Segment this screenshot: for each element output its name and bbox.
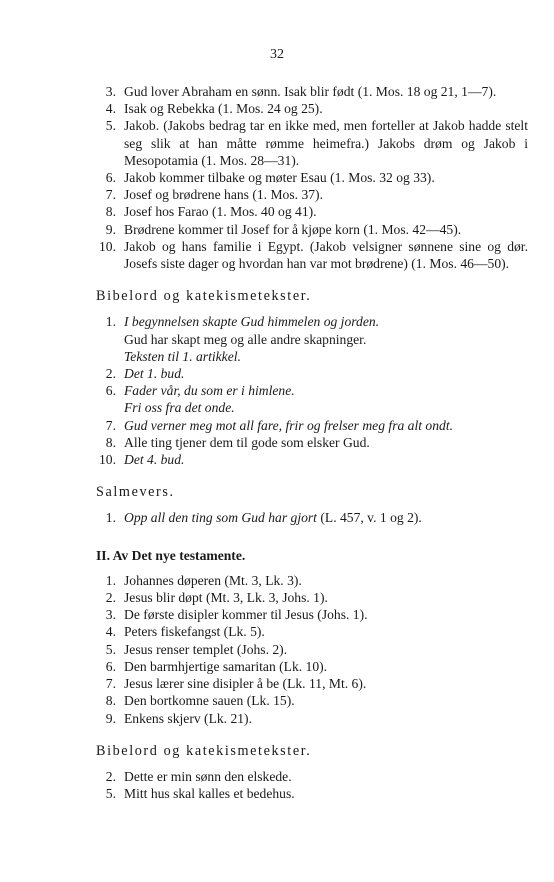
section-heading-salmevers: Salmevers. — [96, 484, 175, 501]
old-testament-list — [96, 83, 528, 272]
list-item: 8. Alle ting tjener dem til gode som elsker Gud. — [105, 434, 370, 450]
list-item: 2. Det 1. bud. — [105, 366, 185, 382]
list-item: 4. Peters fiskefangst (Lk. 5). — [105, 624, 265, 640]
list-item: 1. I begynnelsen skapte Gud himmelen og jorden. Gud har skapt meg og alle andre skapninger. Teksten til 1. artikkel. — [105, 314, 380, 364]
list-item: 8. Josef hos Farao (1. Mos. 40 og 41). — [105, 204, 317, 220]
list-item: 1. Opp all den ting som Gud har gjort (L. 457, v. 1 og 2). — [105, 510, 422, 526]
list-item: 1. Johannes døperen (Mt. 3, Lk. 3). — [105, 572, 302, 588]
list-item: 7. Jesus lærer sine disipler å be (Lk. 11, Mt. 6). — [105, 676, 367, 692]
list-item: 6. Den barmhjertige samaritan (Lk. 10). — [105, 658, 328, 674]
list-item: 6. Jakob kommer tilbake og møter Esau (1. Mos. 32 og 33). — [105, 170, 435, 186]
list-item: 5. Mitt hus skal kalles et bedehus. — [105, 786, 295, 802]
section-heading-new-testament: II. Av Det nye testamente. — [96, 547, 246, 563]
list-item: 7. Gud verner meg mot all fare, frir og frelser meg fra alt ondt. — [105, 417, 453, 433]
list-item: 10. Jakob og hans familie i Egypt. (Jakob velsigner sønnene sine og dør. Josefs siste dager og hvordan han var mot brødrene) (1. Mos. 46—50). — [99, 238, 528, 272]
list-item: 9. Enkens skjerv (Lk. 21). — [105, 710, 252, 726]
list-item: 10. Det 4. bud. — [99, 452, 185, 468]
section-heading-bibelord: Bibelord og katekismetekster. — [96, 288, 312, 305]
list-item: 5. Jesus renser templet (Johs. 2). — [105, 641, 288, 657]
section-heading-bibelord-2: Bibelord og katekismetekster. — [96, 742, 312, 759]
list-item: 5. Jakob. (Jakobs bedrag tar en ikke med, men forteller at Jakob hadde stelt seg slik at han måtte rømme heimefra.) Jakobs drøm og Jakob i Mesopotamia (1. Mos. 28—31). — [105, 118, 528, 168]
list-item: 2. Dette er min sønn den elskede. — [105, 768, 292, 784]
list-item: 2. Jesus blir døpt (Mt. 3, Lk. 3, Johs. 1). — [105, 590, 328, 606]
bibelord-list — [96, 313, 528, 468]
list-item: 8. Den bortkomne sauen (Lk. 15). — [105, 693, 295, 709]
new-testament-list — [96, 572, 528, 727]
page-number: 32 — [270, 47, 284, 62]
list-item: 7. Josef og brødrene hans (1. Mos. 37). — [105, 187, 323, 203]
list-item: 9. Brødrene kommer til Josef for å kjøpe korn (1. Mos. 42—45). — [105, 221, 462, 237]
list-item: 3. Gud lover Abraham en sønn. Isak blir født (1. Mos. 18 og 21, 1—7). — [105, 84, 497, 99]
list-item: 4. Isak og Rebekka (1. Mos. 24 og 25). — [105, 101, 323, 117]
list-item: 3. De første disipler kommer til Jesus (Johs. 1). — [105, 607, 368, 623]
hymn-title: Opp all den ting som Gud har gjort — [124, 510, 317, 526]
bibelord-list-2 — [96, 768, 528, 802]
list-item: 6. Fader vår, du som er i himlene. Fri oss fra det onde. — [105, 383, 295, 416]
page-content — [96, 83, 528, 802]
